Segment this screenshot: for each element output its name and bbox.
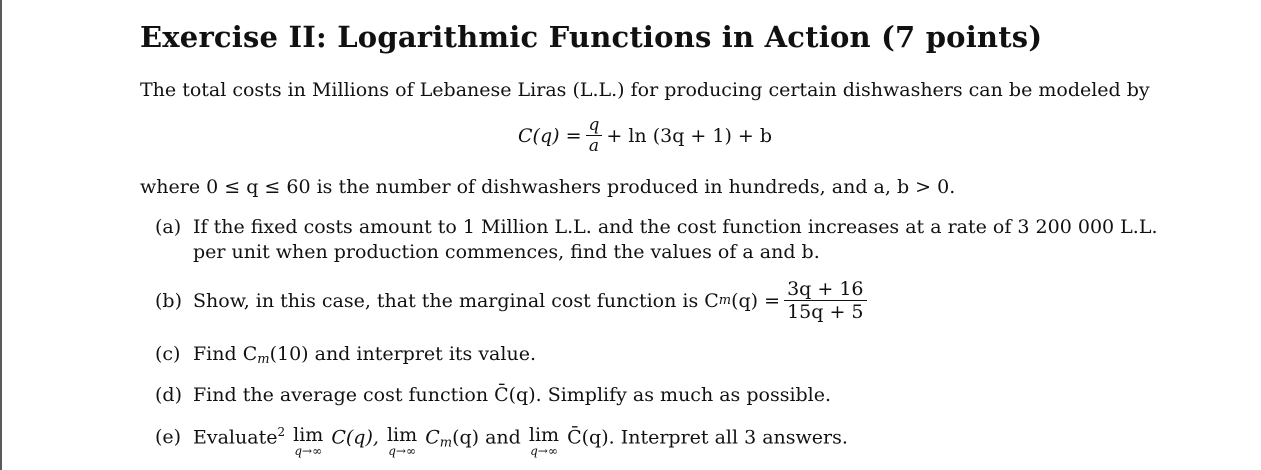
part-c-after: (10) and interpret its value. bbox=[269, 343, 536, 365]
formula-frac-den: a bbox=[586, 135, 602, 156]
limit-2 bbox=[387, 425, 417, 457]
part-c-sub: m bbox=[257, 352, 270, 367]
formula-rhs: + ln (3q + 1) + b bbox=[606, 124, 773, 147]
part-a-label: (a) bbox=[155, 216, 182, 238]
part-a bbox=[155, 216, 1157, 238]
part-b bbox=[155, 278, 871, 323]
part-d-text: Find the average cost function C̄(q). Simplify as much as possible. bbox=[193, 384, 832, 406]
part-e bbox=[155, 425, 848, 457]
where-statement: where 0 ≤ q ≤ 60 is the number of dishwashers produced in hundreds, and a, b > 0. bbox=[140, 176, 956, 198]
exercise-title: Exercise II: Logarithmic Functions in Action (7 points) bbox=[140, 20, 1043, 54]
limit-2-after: (q) and bbox=[452, 426, 521, 449]
part-c-label: (c) bbox=[155, 343, 181, 365]
formula-fraction bbox=[586, 115, 603, 156]
part-d-label: (d) bbox=[155, 384, 182, 406]
formula-lhs: C(q) = bbox=[518, 124, 582, 147]
limit-3-sub: q→∞ bbox=[530, 444, 558, 458]
part-d bbox=[155, 384, 831, 406]
intro-paragraph: The total costs in Millions of Lebanese Liras (L.L.) for producing certain dishwashers can be modeled by bbox=[140, 79, 1150, 101]
part-e-label: (e) bbox=[155, 426, 182, 449]
limit-2-sub-m: m bbox=[439, 435, 453, 451]
part-b-after: (q) = bbox=[731, 289, 781, 312]
limit-1-sub: q→∞ bbox=[294, 444, 323, 458]
marginal-den: 15q + 5 bbox=[784, 300, 866, 323]
limit-3-func: C̄(q). Interpret all 3 answers. bbox=[567, 426, 848, 449]
limit-1 bbox=[293, 425, 323, 457]
part-b-sub: m bbox=[718, 293, 732, 308]
marginal-num: 3q + 16 bbox=[787, 278, 864, 300]
part-a-line1: If the fixed costs amount to 1 Million L.L. and the cost function increases at a rate of 3 200 000 L.L. bbox=[193, 216, 1158, 238]
limit-3 bbox=[529, 425, 559, 457]
limit-2-sub: q→∞ bbox=[388, 444, 416, 458]
part-c bbox=[155, 343, 536, 367]
marginal-cost-fraction bbox=[784, 278, 866, 323]
formula-frac-num: q bbox=[588, 115, 600, 135]
part-e-text: Evaluate bbox=[193, 426, 278, 449]
part-b-text: Show, in this case, that the marginal cost function is C bbox=[193, 289, 719, 312]
part-b-label: (b) bbox=[155, 289, 182, 312]
cost-formula bbox=[518, 115, 772, 156]
part-c-text: Find C bbox=[193, 343, 258, 365]
limit-1-word: lim bbox=[293, 424, 324, 446]
footnote-marker: 2 bbox=[277, 425, 286, 439]
limit-2-word: lim bbox=[386, 424, 418, 446]
page-edge bbox=[0, 0, 2, 470]
limit-2-func: C bbox=[425, 426, 440, 449]
limit-3-word: lim bbox=[528, 424, 560, 446]
limit-1-func: C(q), bbox=[331, 426, 379, 449]
part-a-line2: per unit when production commences, find the values of a and b. bbox=[193, 241, 820, 263]
